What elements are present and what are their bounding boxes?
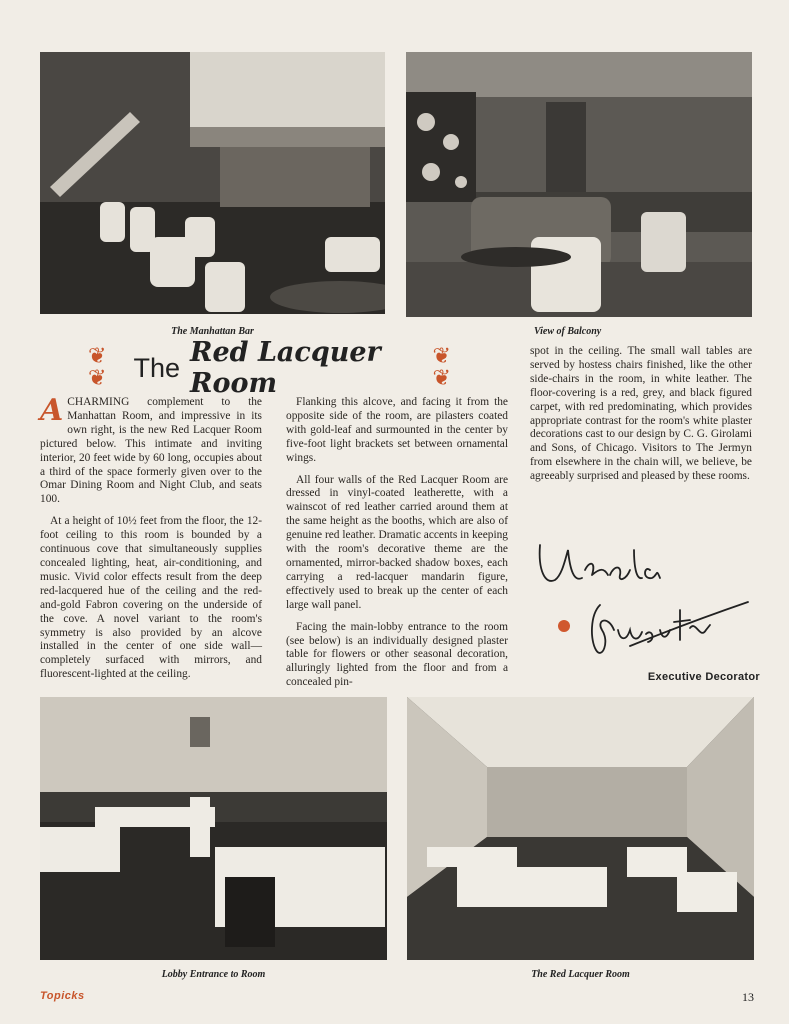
paragraph: At a height of 10½ feet from the floor, the 12-foot ceiling to this room is bounded by a continuous cove that simultaneously supplies concealed lighting, heat, air-conditioning, and music. Vivid color effects result from the deep red-lacquered hue of the ceiling and the red-and-gold Fabron covering on the underside of the cove. A novel variant to the room's symmetry is also provided by an alcove installed in the center of one side wall—completely surfaced with mirrors, and fluorescent-lighted at the ceiling. bbox=[40, 515, 262, 681]
photo-manhattan-bar bbox=[40, 52, 385, 314]
photo-red-lacquer-room bbox=[407, 697, 754, 960]
drop-cap: A bbox=[40, 393, 64, 428]
caption-red-lacquer-room: The Red Lacquer Room bbox=[531, 969, 630, 980]
decorative-dot bbox=[558, 620, 570, 632]
photo-lobby-entrance bbox=[40, 697, 387, 960]
title-ornament-left: ❦ ❦ bbox=[88, 344, 107, 391]
signature-handwritten bbox=[530, 530, 760, 680]
article-title bbox=[88, 337, 468, 399]
article-column-3 bbox=[530, 345, 752, 492]
article-column-1 bbox=[40, 393, 262, 690]
photo-view-of-balcony bbox=[406, 52, 752, 317]
paragraph: All four walls of the Red Lacquer Room are dressed in vinyl-coated leatherette, with a wainscot of red leather carried around them at the same height as the booths, which are also of genuine red leather. Dramatic accents in keeping with the room's decorative theme are the ornamented, mirror-backed shadow boxes, each carrying a red-lacquer mandarin figure, effectively used to break up the center of each large wall panel. bbox=[286, 473, 508, 611]
paragraph: Facing the main-lobby entrance to the room (see below) is an individually designed plaster table for flowers or other seasonal decoration, alluringly lighted from the floor and from a concealed pin- bbox=[286, 620, 508, 689]
title-script: Red Lacquer Room bbox=[190, 337, 381, 399]
caption-manhattan-bar: The Manhattan Bar bbox=[171, 326, 254, 337]
title-word-the: The bbox=[133, 352, 181, 383]
page-number: 13 bbox=[742, 990, 754, 1004]
publication-name: Topicks bbox=[40, 990, 85, 1002]
paragraph: Flanking this alcove, and facing it from the opposite side of the room, are pilasters coated with gold-leaf and surmounted in the center by five-foot light brackets set between ornamental wings. bbox=[286, 396, 508, 464]
paragraph: spot in the ceiling. The small wall tables are served by hostess chairs finished, like the other side-chairs in the room, in white leather. The floor-covering is a red, grey, and black figured carpet, with red predominating, which provides appropriate contrast for the room's white plaster decorations cast to our design by C. G. Girolami and Sons, of Chicago. Visitors to The Jermyn from elsewhere in the chain will, we believe, be agreeably surprised and pleased by these rooms. bbox=[530, 345, 752, 483]
caption-view-of-balcony: View of Balcony bbox=[534, 326, 602, 337]
paragraph-text: CHARMING complement to the Manhattan Room, and impressive in its own right, is the new Red Lacquer Room pictured below. This intimate and inviting interior, 20 feet wide by 60 long, occupies about a third of the space formerly given over to the Omar Dining Room and Night Club, and seats 100. bbox=[40, 396, 262, 506]
title-ornament-right: ❦ ❦ bbox=[432, 344, 451, 391]
paragraph bbox=[40, 393, 262, 507]
article-column-2 bbox=[286, 396, 508, 698]
caption-lobby-entrance: Lobby Entrance to Room bbox=[161, 969, 266, 980]
signature-title: Executive Decorator bbox=[647, 671, 760, 683]
